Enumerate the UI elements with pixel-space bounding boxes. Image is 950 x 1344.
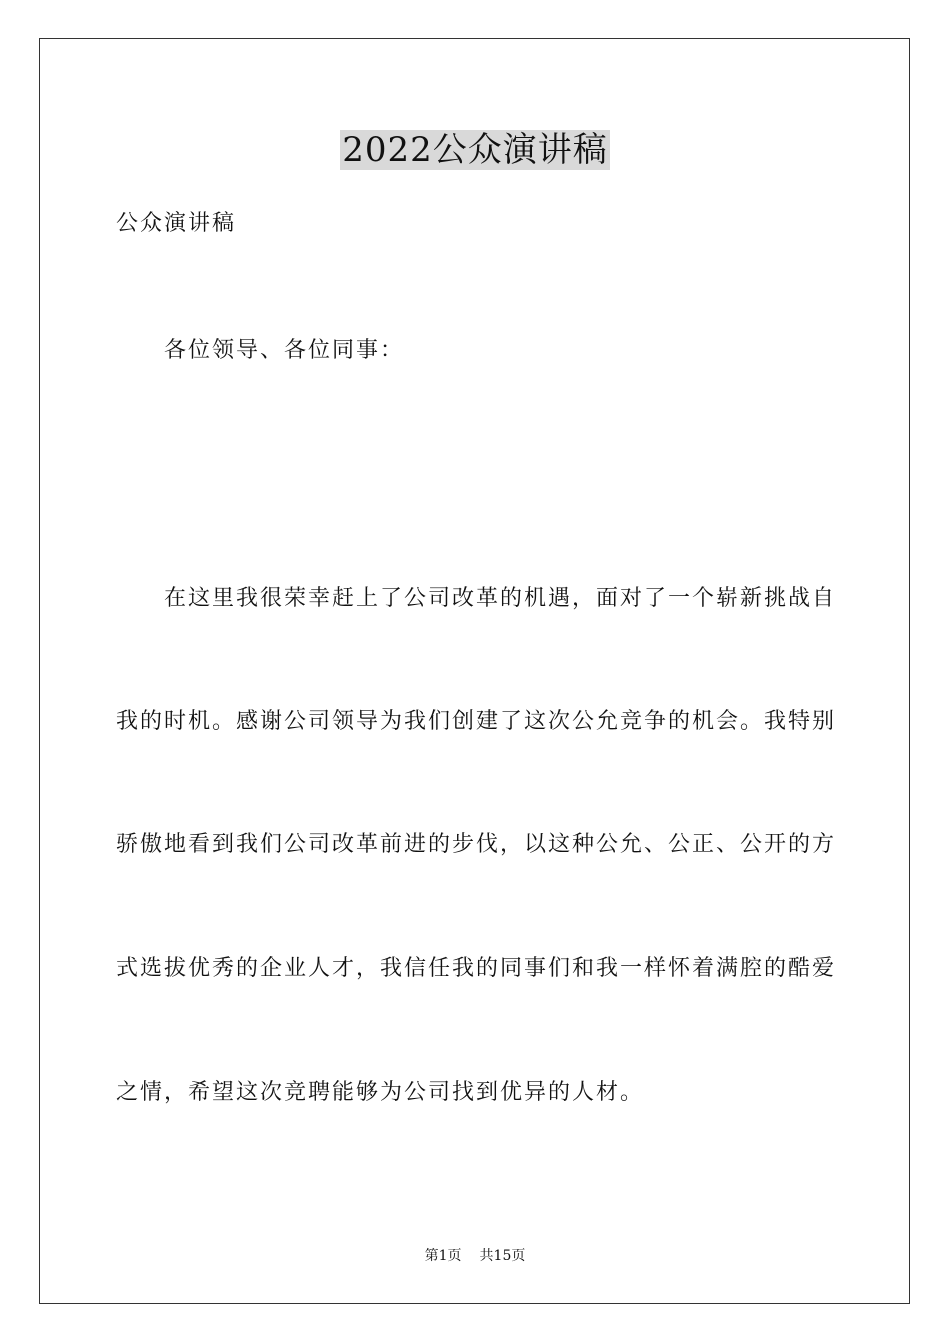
document-title-text: 2022公众演讲稿 xyxy=(342,130,608,170)
page-number: 第1页 xyxy=(424,1248,462,1264)
page-total: 共15页 xyxy=(479,1248,526,1264)
greeting-line: 各位领导、各位同事： xyxy=(164,338,405,363)
body-paragraph-line: 我的时机。感谢公司领导为我们创建了这次公允竞争的机会。我特别 xyxy=(116,709,837,734)
page-footer xyxy=(0,1246,950,1266)
document-subtitle: 公众演讲稿 xyxy=(116,211,237,236)
body-paragraph-line: 骄傲地看到我们公司改革前进的步伐，以这种公允、公正、公开的方 xyxy=(116,832,837,857)
body-paragraph-line: 式选拔优秀的企业人才，我信任我的同事们和我一样怀着满腔的酷爱 xyxy=(116,956,837,981)
body-paragraph-line: 在这里我很荣幸赶上了公司改革的机遇，面对了一个崭新挑战自 xyxy=(164,586,837,611)
document-title xyxy=(0,128,950,172)
body-paragraph-line: 之情，希望这次竞聘能够为公司找到优异的人材。 xyxy=(116,1080,645,1105)
